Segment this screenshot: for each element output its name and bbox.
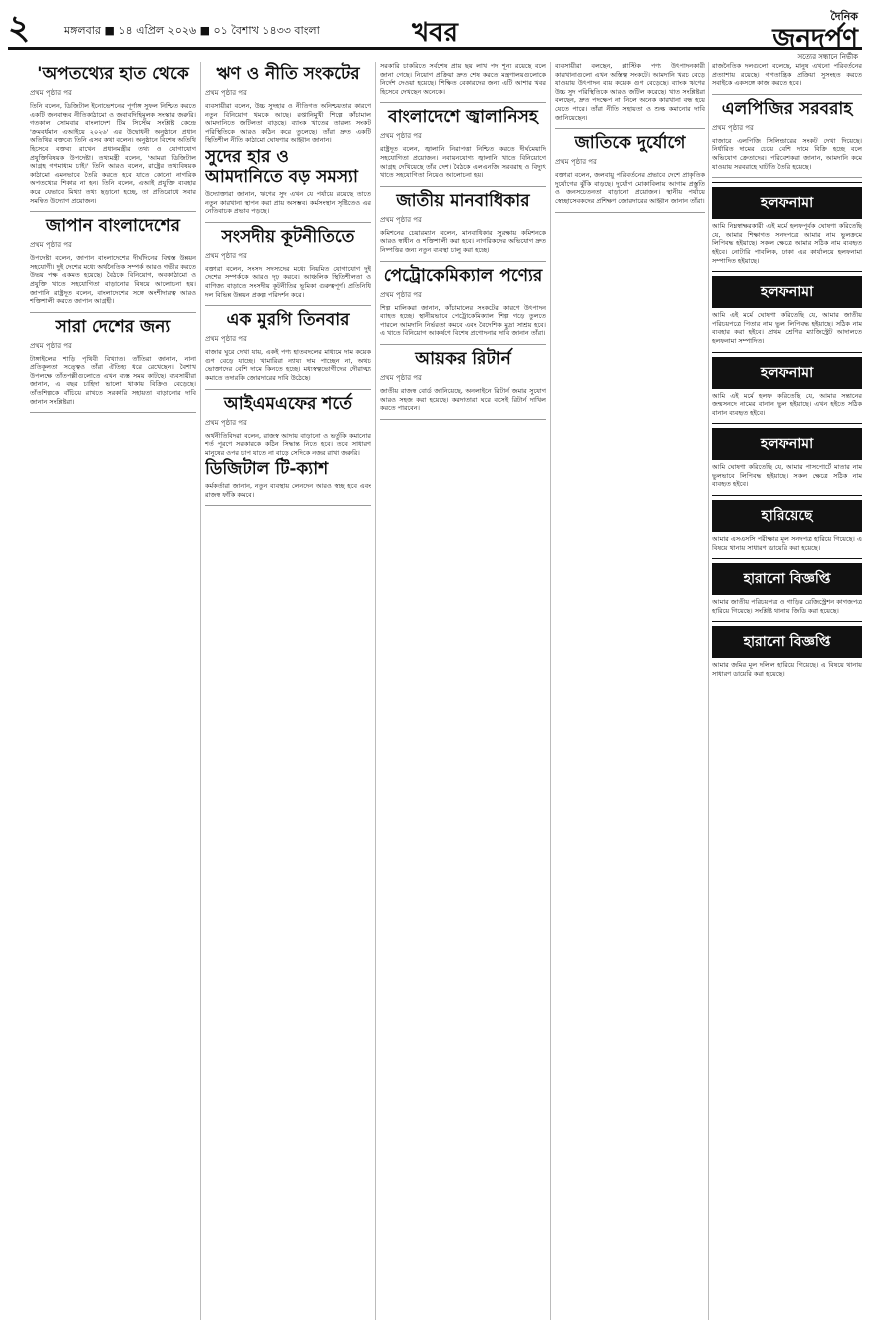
story-headline: সারা দেশের জন্য	[55, 316, 171, 337]
story-divider	[30, 211, 196, 212]
story-headline: জাপান বাংলাদেশের	[46, 216, 180, 237]
story-byline: প্রথম পৃষ্ঠার পর	[380, 290, 422, 299]
story-headline: 'অপতথ্যের হাত থেকে	[37, 64, 189, 84]
logo-name: জনদর্পণ	[772, 24, 858, 54]
classified-notice	[712, 423, 862, 489]
story-divider	[555, 212, 705, 213]
story-headline: জাতীয় মানবাধিকার	[396, 190, 530, 211]
story-headline: ঋণ ও নীতি সংকটের	[216, 64, 360, 84]
news-story	[555, 133, 705, 205]
story-headline: আইএমএফের শর্তে	[223, 393, 353, 414]
column-3	[380, 62, 546, 1320]
story-body: বাজার ঘুরে দেখা যায়, একই পণ্য হাতবদলের মাধ্যমে দাম কয়েক গুণ বেড়ে যাচ্ছে। খামারিরা ন্যায্য দাম পাচ্ছেন না, অথচ ভোক্তাদের বেশি দামে কিনতে হচ্ছে। মধ্যস্বত্বভোগীদের দৌরাত্ম্য কমাতে তদারকি জোরদারের দাবি উঠেছে।	[205, 348, 371, 382]
notice-body: আমি এই মর্মে ঘোষণা করিতেছি যে, আমার জাতীয় পরিচয়পত্রে পিতার নাম ভুল লিপিবদ্ধ হইয়াছে। সঠিক নাম ব্যবহার করা হইবে। প্রথম শ্রেণির ম্যাজিস্ট্রেট আদালতে হলফনামা সম্পাদিত।	[712, 311, 862, 345]
column-rule	[708, 62, 709, 1320]
news-story	[555, 62, 705, 122]
story-divider	[205, 389, 371, 390]
column-4	[555, 62, 705, 1320]
story-headline: আয়কর রিটার্ন	[415, 348, 511, 369]
news-story	[30, 64, 196, 205]
story-body: বাজারে এলপিজি সিলিন্ডারের সংকট দেখা দিয়েছে। নির্ধারিত দামের চেয়ে বেশি দামে বিক্রি হচ্ছে বলে অভিযোগ ক্রেতাদের। পরিবেশকরা জানান, আমদানি কমে যাওয়ায় সরবরাহে ঘাটতি তৈরি হয়েছে।	[712, 136, 862, 171]
story-byline: প্রথম পৃষ্ঠার পর	[712, 123, 754, 132]
news-story	[205, 394, 371, 500]
classified-notice	[712, 271, 862, 345]
classified-notice	[712, 558, 862, 615]
story-headline: পেট্রোকেমিক্যাল পণ্যের	[383, 265, 543, 286]
classified-notice	[712, 495, 862, 552]
column-1	[30, 62, 196, 1320]
news-story	[380, 191, 546, 255]
notice-body: আমার এসএসসি পরীক্ষার মূল সনদপত্র হারিয়ে গিয়েছে। এ বিষয়ে থানায় সাধারণ ডায়েরি করা হয়েছে।	[712, 535, 862, 552]
news-story	[380, 349, 546, 413]
notice-title: হারানো বিজ্ঞপ্তি	[712, 626, 862, 658]
story-body: জাতীয় রাজস্ব বোর্ড জানিয়েছে, অনলাইনে রিটার্ন জমার সুযোগ আরও সহজ করা হয়েছে। করদাতারা ঘরে বসেই রিটার্ন দাখিল করতে পারবেন।	[380, 386, 546, 413]
classified-notice	[712, 182, 862, 265]
story-byline: প্রথম পৃষ্ঠার পর	[30, 89, 72, 97]
page-number: ২	[8, 8, 31, 48]
story-byline: প্রথম পৃষ্ঠার পর	[30, 341, 72, 350]
story-divider	[712, 177, 862, 178]
story-headline: বাংলাদেশে জ্বালানিসহ	[388, 107, 538, 128]
column-rule	[200, 62, 201, 1320]
classified-notice	[712, 352, 862, 418]
story-byline: প্রথম পৃষ্ঠার পর	[205, 418, 247, 427]
story-divider	[30, 412, 196, 413]
column-rule	[375, 62, 376, 1320]
notice-body: আমার জমির মূল দলিল হারিয়ে গিয়েছে। এ বিষয়ে থানায় সাধারণ ডায়েরি করা হয়েছে।	[712, 661, 862, 679]
column-2	[205, 62, 371, 1320]
story-body: রাষ্ট্রদূত বলেন, জ্বালানি নিরাপত্তা নিশ্চিত করতে দীর্ঘমেয়াদি সহযোগিতা প্রয়োজন। নবায়নযোগ্য জ্বালানি খাতে বিনিয়োগে আগ্রহ দেখিয়েছে তাঁর দেশ। বৈঠকে এলএনজি সরবরাহ ও বিদ্যুৎ খাতে সহযোগিতা নিয়েও আলোচনা হয়।	[380, 145, 546, 180]
column-rule	[550, 62, 551, 1320]
story-subhead: সুদের হার ও আমদানিতে বড় সমস্যা	[205, 146, 358, 187]
story-byline: প্রথম পৃষ্ঠার পর	[555, 158, 597, 167]
news-story	[380, 62, 546, 96]
story-body: টাঙ্গাইলের শাড়ি পৃথিবী বিখ্যাত। তাঁতিরা জানান, নানা প্রতিকূলতা সত্ত্বেও তাঁরা ঐতিহ্য ধরে রেখেছেন। বৈশাখ উপলক্ষে তাঁতপল্লীগুলোতে এখন ব্যস্ত সময় কাটছে। ব্যবসায়ীরা জানান, এ বছর চাহিদা ভালো থাকায় বিক্রিও বেড়েছে। তাঁতশিল্পকে বাঁচিয়ে রাখতে সরকারি সহায়তা বাড়ানোর দাবি জানান সংশ্লিষ্টরা।	[30, 354, 196, 406]
news-story	[712, 99, 862, 171]
story-byline: প্রথম পৃষ্ঠার পর	[205, 251, 247, 260]
notice-body: আমি এই মর্মে হলফ করিতেছি যে, আমার সন্তানের জন্মসনদে নামের বানান ভুল হইয়াছে। এখন হইতে সঠিক বানান ব্যবহৃত হইবে।	[712, 391, 862, 417]
story-byline: প্রথম পৃষ্ঠার পর	[30, 241, 72, 250]
notice-title: হলফনামা	[712, 187, 862, 219]
logo-prefix: দৈনিক	[830, 10, 858, 23]
notice-title: হলফনামা	[712, 276, 862, 308]
newspaper-logo	[772, 8, 858, 63]
story-body: রাজনৈতিক দলগুলো বলেছে, মানুষ এখনো পরিবর্তনের প্রত্যাশায় রয়েছে। গণতান্ত্রিক প্রক্রিয়া সুসংহত করতে সবাইকে একসঙ্গে কাজ করতে হবে।	[712, 62, 862, 88]
notice-title: হারিয়েছে	[712, 500, 862, 532]
news-story	[712, 62, 862, 88]
story-byline: প্রথম পৃষ্ঠার পর	[205, 89, 247, 97]
story-headline: এক মুরগি তিনবার	[226, 310, 350, 331]
story-divider	[712, 94, 862, 95]
story-byline: প্রথম পৃষ্ঠার পর	[205, 335, 247, 344]
story-divider	[555, 128, 705, 129]
notice-title: হলফনামা	[712, 357, 862, 389]
notice-body: আমি ঘোষণা করিতেছি যে, আমার পাসপোর্টে মাতার নাম ভুলভাবে লিপিবদ্ধ হইয়াছে। সকল ক্ষেত্রে সঠিক নাম ব্যবহৃত হইবে।	[712, 463, 862, 489]
date-line: মঙ্গলবার ■ ১৪ এপ্রিল ২০২৬ ■ ০১ বৈশাখ ১৪৩৩ বাংলা	[64, 24, 320, 37]
story-body: উপদেষ্টা বলেন, জাপান বাংলাদেশের দীর্ঘদিনের বিশ্বস্ত উন্নয়ন সহযোগী। দুই দেশের মধ্যে অর্থনৈতিক সম্পর্ক আরও গভীর করতে উভয় পক্ষ একমত হয়েছে। বৈঠকে বিনিয়োগ, অবকাঠামো ও প্রযুক্তি খাতে সহযোগিতা বাড়ানোর বিষয়ে আলোচনা হয়। জাপানি রাষ্ট্রদূত বলেন, বাংলাদেশের সঙ্গে অংশীদারত্ব আরও শক্তিশালী করতে জাপান আগ্রহী।	[30, 254, 196, 306]
story-body: উদ্যোক্তারা জানান, ঋণের সুদ এখন যে পর্যায়ে রয়েছে তাতে নতুন কারখানা স্থাপন করা প্রায় অসম্ভব। কর্মসংস্থান সৃষ্টিতেও এর নেতিবাচক প্রভাব পড়ছে।	[205, 189, 371, 216]
story-divider	[30, 312, 196, 313]
story-body: অর্থনীতিবিদরা বলেন, রাজস্ব আদায় বাড়ানো ও ভর্তুকি কমানোর শর্ত পূরণে সরকারকে কঠিন সিদ্ধান্ত নিতে হবে। তবে সাধারণ মানুষের ওপর চাপ যাতে না বাড়ে সেদিকে নজর রাখা জরুরি।	[205, 431, 371, 457]
story-body: বক্তারা বলেন, সংসদ সদস্যদের মধ্যে নিয়মিত যোগাযোগ দুই দেশের সম্পর্ককে আরও দৃঢ় করবে। আঞ্চলিক স্থিতিশীলতা ও বাণিজ্য বাড়াতে সংসদীয় কূটনীতির ভূমিকা গুরুত্বপূর্ণ। প্রতিনিধি দল বিভিন্ন উন্নয়ন প্রকল্প পরিদর্শন করে।	[205, 264, 371, 299]
story-body: তিনি বলেন, ডিজিটাল ইনোভেশনের পূর্ণাঙ্গ সুফল নিশ্চিত করতে একটি জনবান্ধব নীতিকাঠামো ও জবাবদিহিমূলক সংস্কার জরুরি। গতকাল সোমবার বাংলাদেশ টিম সিস্টেম সংশ্লিষ্ট কেন্দ্রে 'ক্রমবর্ধমান এআইয়ে ২০২৬' এর উদ্বোধনী অনুষ্ঠানে প্রধান অতিথির বক্তব্যে তিনি এসব কথা বলেন। অনুষ্ঠানে বিশেষ অতিথি হিসেবে বক্তব্য রাখেন প্রধানমন্ত্রীর তথ্য ও যোগাযোগ প্রযুক্তিবিষয়ক উপদেষ্টা। তথ্যমন্ত্রী বলেন, 'আমরা ডিজিটাল আগ্রহ গণমাধ্যম চাই।' তিনি আরও বলেন, রাষ্ট্রের তথ্যবিষয়ক কাঠামো এমনভাবে তৈরি করতে হবে যাতে কোনো নাগরিক অপতথ্যের শিকার না হন। তিনি বলেন, এআই প্রযুক্তি ব্যবহার করে যেভাবে মিথ্যা তথ্য ছড়ানো হচ্ছে, তা প্রতিরোধে সবার সমন্বিত উদ্যোগ প্রয়োজন।	[30, 102, 196, 205]
news-story	[205, 310, 371, 382]
story-divider	[380, 261, 546, 262]
story-byline: প্রথম পৃষ্ঠার পর	[380, 215, 422, 224]
story-body: ব্যবসায়ীরা বলেন, উচ্চ সুদহার ও নীতিগত অনিশ্চয়তার কারণে নতুন বিনিয়োগ থমকে আছে। রপ্তানিমুখী শিল্পে কাঁচামাল আমদানিতে জটিলতা বাড়ছে। ব্যাংক খাতের তারল্য সংকট পরিস্থিতিকে আরও কঠিন করে তুলেছে। তাঁরা দ্রুত একটি স্থিতিশীল নীতি কাঠামো ঘোষণার আহ্বান জানান।	[205, 102, 371, 145]
story-divider	[205, 305, 371, 306]
notice-title: হলফনামা	[712, 428, 862, 460]
news-story	[380, 107, 546, 179]
story-body: ব্যবসায়ীরা বলছেন, প্লাস্টিক পণ্য উৎপাদনকারী কারখানাগুলো এখন অস্তিত্ব সংকটে। আমদানি খরচ বেড়ে যাওয়ায় উৎপাদন ব্যয় কয়েক গুণ বেড়েছে। ব্যাংক ঋণের উচ্চ সুদ পরিস্থিতিকে আরও জটিল করেছে। খাত সংশ্লিষ্টরা বলছেন, দ্রুত পদক্ষেপ না নিলে অনেক কারখানা বন্ধ হয়ে যেতে পারে। তাঁরা নীতি সহায়তা ও শুল্ক কমানোর দাবি জানিয়েছেন।	[555, 62, 705, 122]
news-story	[30, 216, 196, 306]
story-divider	[380, 102, 546, 103]
story-body: শিল্প মালিকরা জানান, কাঁচামালের সংকটের কারণে উৎপাদন ব্যাহত হচ্ছে। স্থানীয়ভাবে পেট্রোকেমিক্যাল শিল্প গড়ে তুলতে পারলে আমদানি নির্ভরতা কমবে এবং বৈদেশিক মুদ্রা সাশ্রয় হবে। এ খাতে বিনিয়োগ আকর্ষণে বিশেষ প্রণোদনার দাবি জানান তাঁরা।	[380, 303, 546, 338]
column-5	[712, 62, 862, 1320]
story-divider	[380, 186, 546, 187]
classified-notice	[712, 621, 862, 678]
notice-title: হারানো বিজ্ঞপ্তি	[712, 563, 862, 595]
story-headline: সংসদীয় কূটনীতিতে	[221, 226, 355, 247]
story-byline: প্রথম পৃষ্ঠার পর	[380, 132, 422, 141]
news-story	[30, 317, 196, 407]
notice-body: আমি নিম্নস্বাক্ষরকারী এই মর্মে হলফপূর্বক ঘোষণা করিতেছি যে, আমার শিক্ষাগত সনদপত্রে আমার নাম ভুলক্রমে লিপিবদ্ধ হইয়াছে। সকল ক্ষেত্রে আমার সঠিক নাম ব্যবহৃত হইবে। নোটারি পাবলিক, ঢাকা এর কার্যালয়ে হলফনামা সম্পাদিত হইয়াছে।	[712, 222, 862, 265]
story-divider	[380, 344, 546, 345]
news-story	[205, 227, 371, 299]
story-body: কমিশনের চেয়ারম্যান বলেন, মানবাধিকার সুরক্ষায় কমিশনকে আরও স্বাধীন ও শক্তিশালী করা হবে। নাগরিকদের অভিযোগ দ্রুত নিষ্পত্তির জন্য নতুন ব্যবস্থা চালু করা হচ্ছে।	[380, 228, 546, 254]
story-byline: প্রথম পৃষ্ঠার পর	[380, 373, 422, 382]
masthead	[8, 8, 862, 61]
story-divider	[380, 419, 546, 420]
news-story	[380, 266, 546, 338]
story-body: বক্তারা বলেন, জলবায়ু পরিবর্তনের প্রভাবে দেশে প্রাকৃতিক দুর্যোগের ঝুঁকি বাড়ছে। দুর্যোগ মোকাবিলায় আগাম প্রস্তুতি ও জনসচেতনতা বাড়ানো প্রয়োজন। স্থানীয় পর্যায়ে স্বেচ্ছাসেবকদের প্রশিক্ষণ জোরদারের আহ্বান জানান তাঁরা।	[555, 171, 705, 205]
story-headline: এলপিজির সরবরাহ	[721, 98, 853, 119]
section-title: খবর	[412, 18, 458, 48]
story-divider	[205, 505, 371, 506]
news-story	[205, 64, 371, 216]
logo-tagline: সত্যের সন্ধানে নির্ভীক	[797, 53, 858, 61]
story-divider	[205, 222, 371, 223]
story-subhead: ডিজিটাল টি-ক্যাশ	[205, 459, 329, 480]
story-body: কর্মকর্তারা জানান, নতুন ব্যবস্থায় লেনদেন আরও স্বচ্ছ হবে এবং রাজস্ব ফাঁকি কমবে।	[205, 482, 371, 499]
story-body: সরকারি চাকরিতে সর্বশেষ প্রায় ছয় লাখ পদ শূন্য রয়েছে বলে জানা গেছে। নিয়োগ প্রক্রিয়া দ্রুত শেষ করতে মন্ত্রণালয়গুলোকে নির্দেশ দেওয়া হয়েছে। শিক্ষিত বেকারদের জন্য এটি আশার খবর হিসেবে দেখছেন অনেকে।	[380, 62, 546, 96]
story-headline: জাতিকে দুর্যোগে	[574, 133, 686, 154]
notice-body: আমার জাতীয় পরিচয়পত্র ও গাড়ির রেজিস্ট্রেশন কাগজপত্র হারিয়ে গিয়েছে। সংশ্লিষ্ট থানায় জিডি করা হয়েছে।	[712, 598, 862, 615]
